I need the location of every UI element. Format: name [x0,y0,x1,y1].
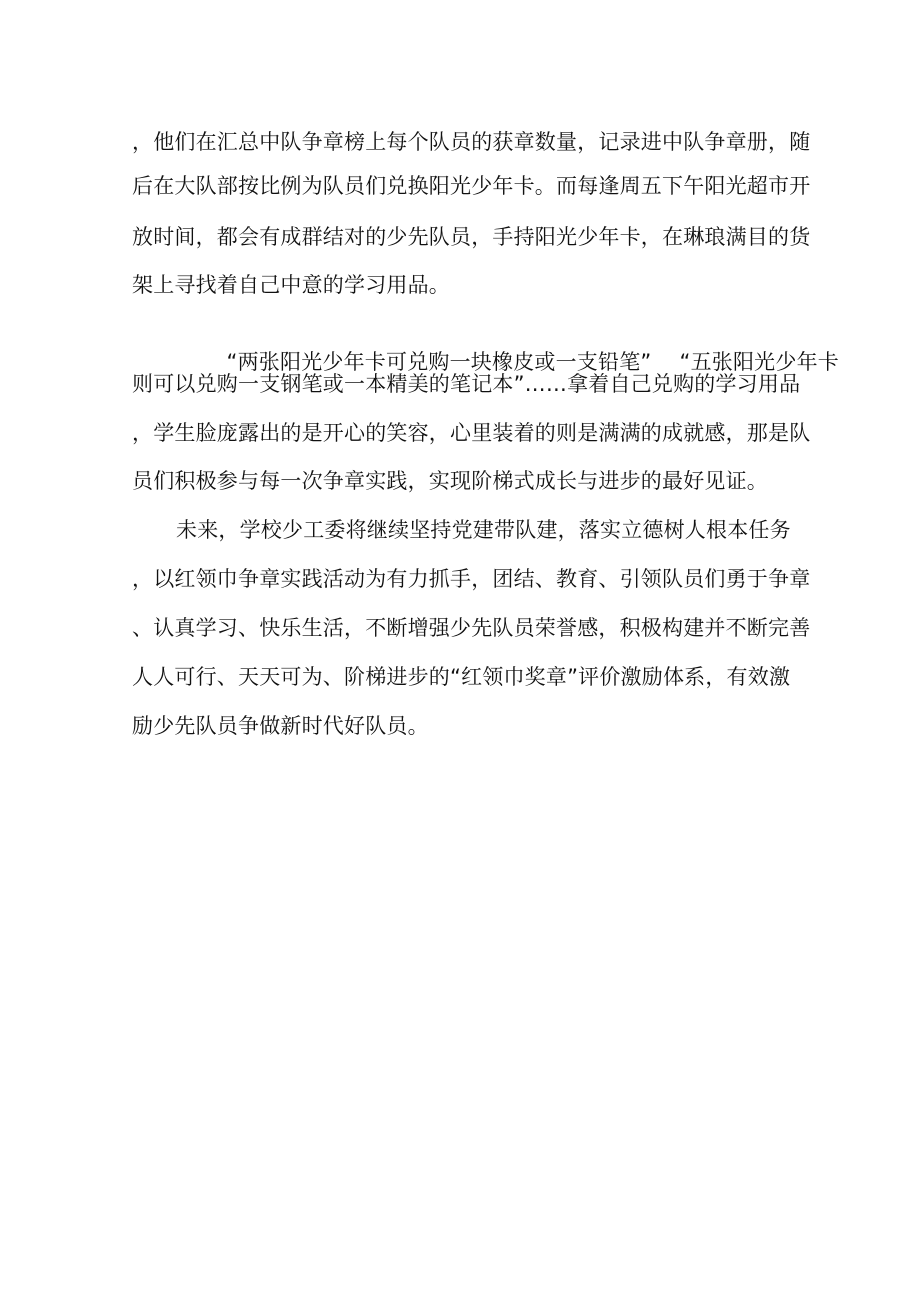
paragraph-2-line-2: 则可以兑购一支钢笔或一本精美的笔记本”……拿着自己兑购的学习用品 [132,372,801,396]
paragraph-1-line-1: ，他们在汇总中队争章榜上每个队员的获章数量，记录进中队争章册，随 [132,130,811,154]
paragraph-1-line-3: 放时间，都会有成群结对的少先队员，手持阳光少年卡，在琳琅满目的货 [132,225,811,249]
paragraph-1-line-4: 架上寻找着自己中意的学习用品。 [132,273,450,297]
paragraph-1-line-2: 后在大队部按比例为队员们兑换阳光少年卡。而每逢周五下午阳光超市开 [132,174,811,198]
paragraph-3-line-4: 人人可行、天天可为、阶梯进步的“红领巾奖章”评价激励体系，有效激 [132,665,791,689]
quote-five-cards: “五张阳光少年卡 [679,350,839,374]
paragraph-3-line-3: 、认真学习、快乐生活，不断增强少先队员荣誉感，积极构建并不断完善 [132,616,811,640]
paragraph-2-line-4: 员们积极参与每一次争章实践，实现阶梯式成长与进步的最好见证。 [132,469,768,493]
paragraph-2-line-3: ，学生脸庞露出的是开心的笑容，心里装着的则是满满的成就感，那是队 [132,421,811,445]
paragraph-3-line-5: 励少先队员争做新时代好队员。 [132,714,429,738]
paragraph-3-line-2: ，以红领巾争章实践活动为有力抓手，团结、教育、引领队员们勇于争章 [132,567,811,591]
quote-two-cards: “两张阳光少年卡可兑购一块橡皮或一支铅笔” [226,350,652,374]
paragraph-3-line-1: 未来，学校少工委将继续坚持党建带队建，落实立德树人根本任务 [176,518,791,542]
